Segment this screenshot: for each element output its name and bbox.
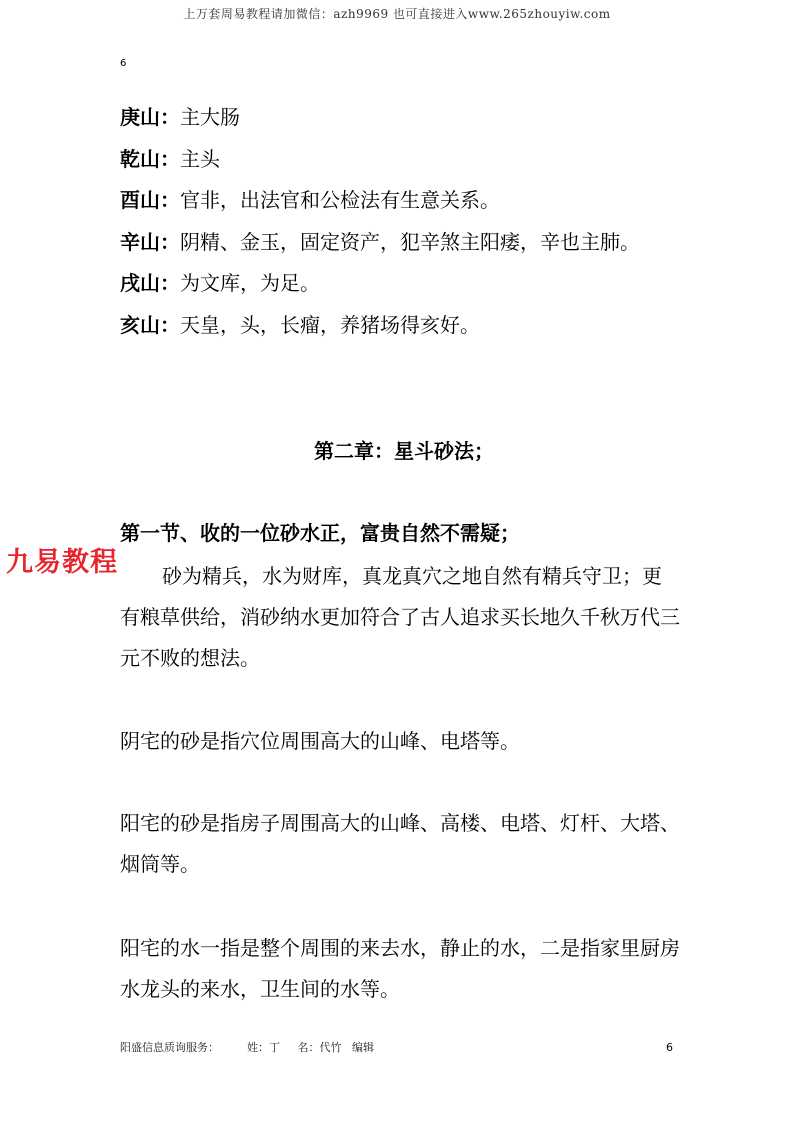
entry-xin-shan [120, 225, 680, 267]
footer-page-number: 6 [666, 1041, 673, 1054]
watermark-logo: 九易教程 [6, 547, 118, 578]
entry-key: 乾山： [120, 146, 180, 171]
entry-text: 阴精、金玉，固定资产，犯辛煞主阳痿，辛也主肺。 [180, 229, 640, 254]
entry-qian-shan [120, 142, 680, 184]
entry-key: 酉山： [120, 188, 180, 212]
entry-you-shan [120, 183, 680, 225]
entry-xu-shan [120, 266, 680, 308]
section-title: 第一节、收的一位砂水正，富贵自然不需疑； [120, 521, 520, 545]
paragraph-yin-zhai-sand: 阴宅的砂是指穴位周围高大的山峰、电塔等。 [120, 729, 520, 753]
entry-text: 天皇，头，长瘤，养猪场得亥好。 [180, 312, 480, 337]
footer-credits: 阳盛信息质询服务： 姓：丁 名：代竹 编辑 [120, 1041, 374, 1054]
paragraph-yang-zhai-sand: 阳宅的砂是指房子周围高大的山峰、高楼、电塔、灯杆、大塔、烟筒等。 [120, 811, 680, 876]
entry-hai-shan [120, 308, 680, 350]
entry-key: 庚山： [120, 105, 180, 129]
entry-key: 戌山： [120, 271, 180, 295]
entry-text: 官非，出法官和公检法有生意关系。 [180, 188, 500, 212]
header-banner: 上万套周易教程请加微信：azh9969 也可直接进入www.265zhouyiw.com [183, 7, 611, 21]
entry-text: 主头 [180, 146, 220, 171]
entry-key: 辛山： [120, 229, 180, 254]
page-number-top: 6 [120, 58, 127, 69]
paragraph-yang-zhai-water: 阳宅的水一指是整个周围的来去水，静止的水，二是指家里厨房水龙头的来水，卫生间的水等。 [120, 936, 680, 1001]
entry-text: 为文库，为足。 [180, 271, 320, 295]
mountain-entries-list [120, 100, 680, 349]
entry-geng-shan [120, 100, 680, 142]
entry-text: 主大肠 [180, 105, 240, 129]
paragraph-intro: 砂为精兵，水为财库，真龙真穴之地自然有精兵守卫；更有粮草供给，消砂纳水更加符合了古人追求买长地久千秋万代三元不败的想法。 [120, 564, 680, 670]
entry-key: 亥山： [120, 312, 180, 337]
chapter-title: 第二章：星斗砂法； [314, 439, 494, 463]
